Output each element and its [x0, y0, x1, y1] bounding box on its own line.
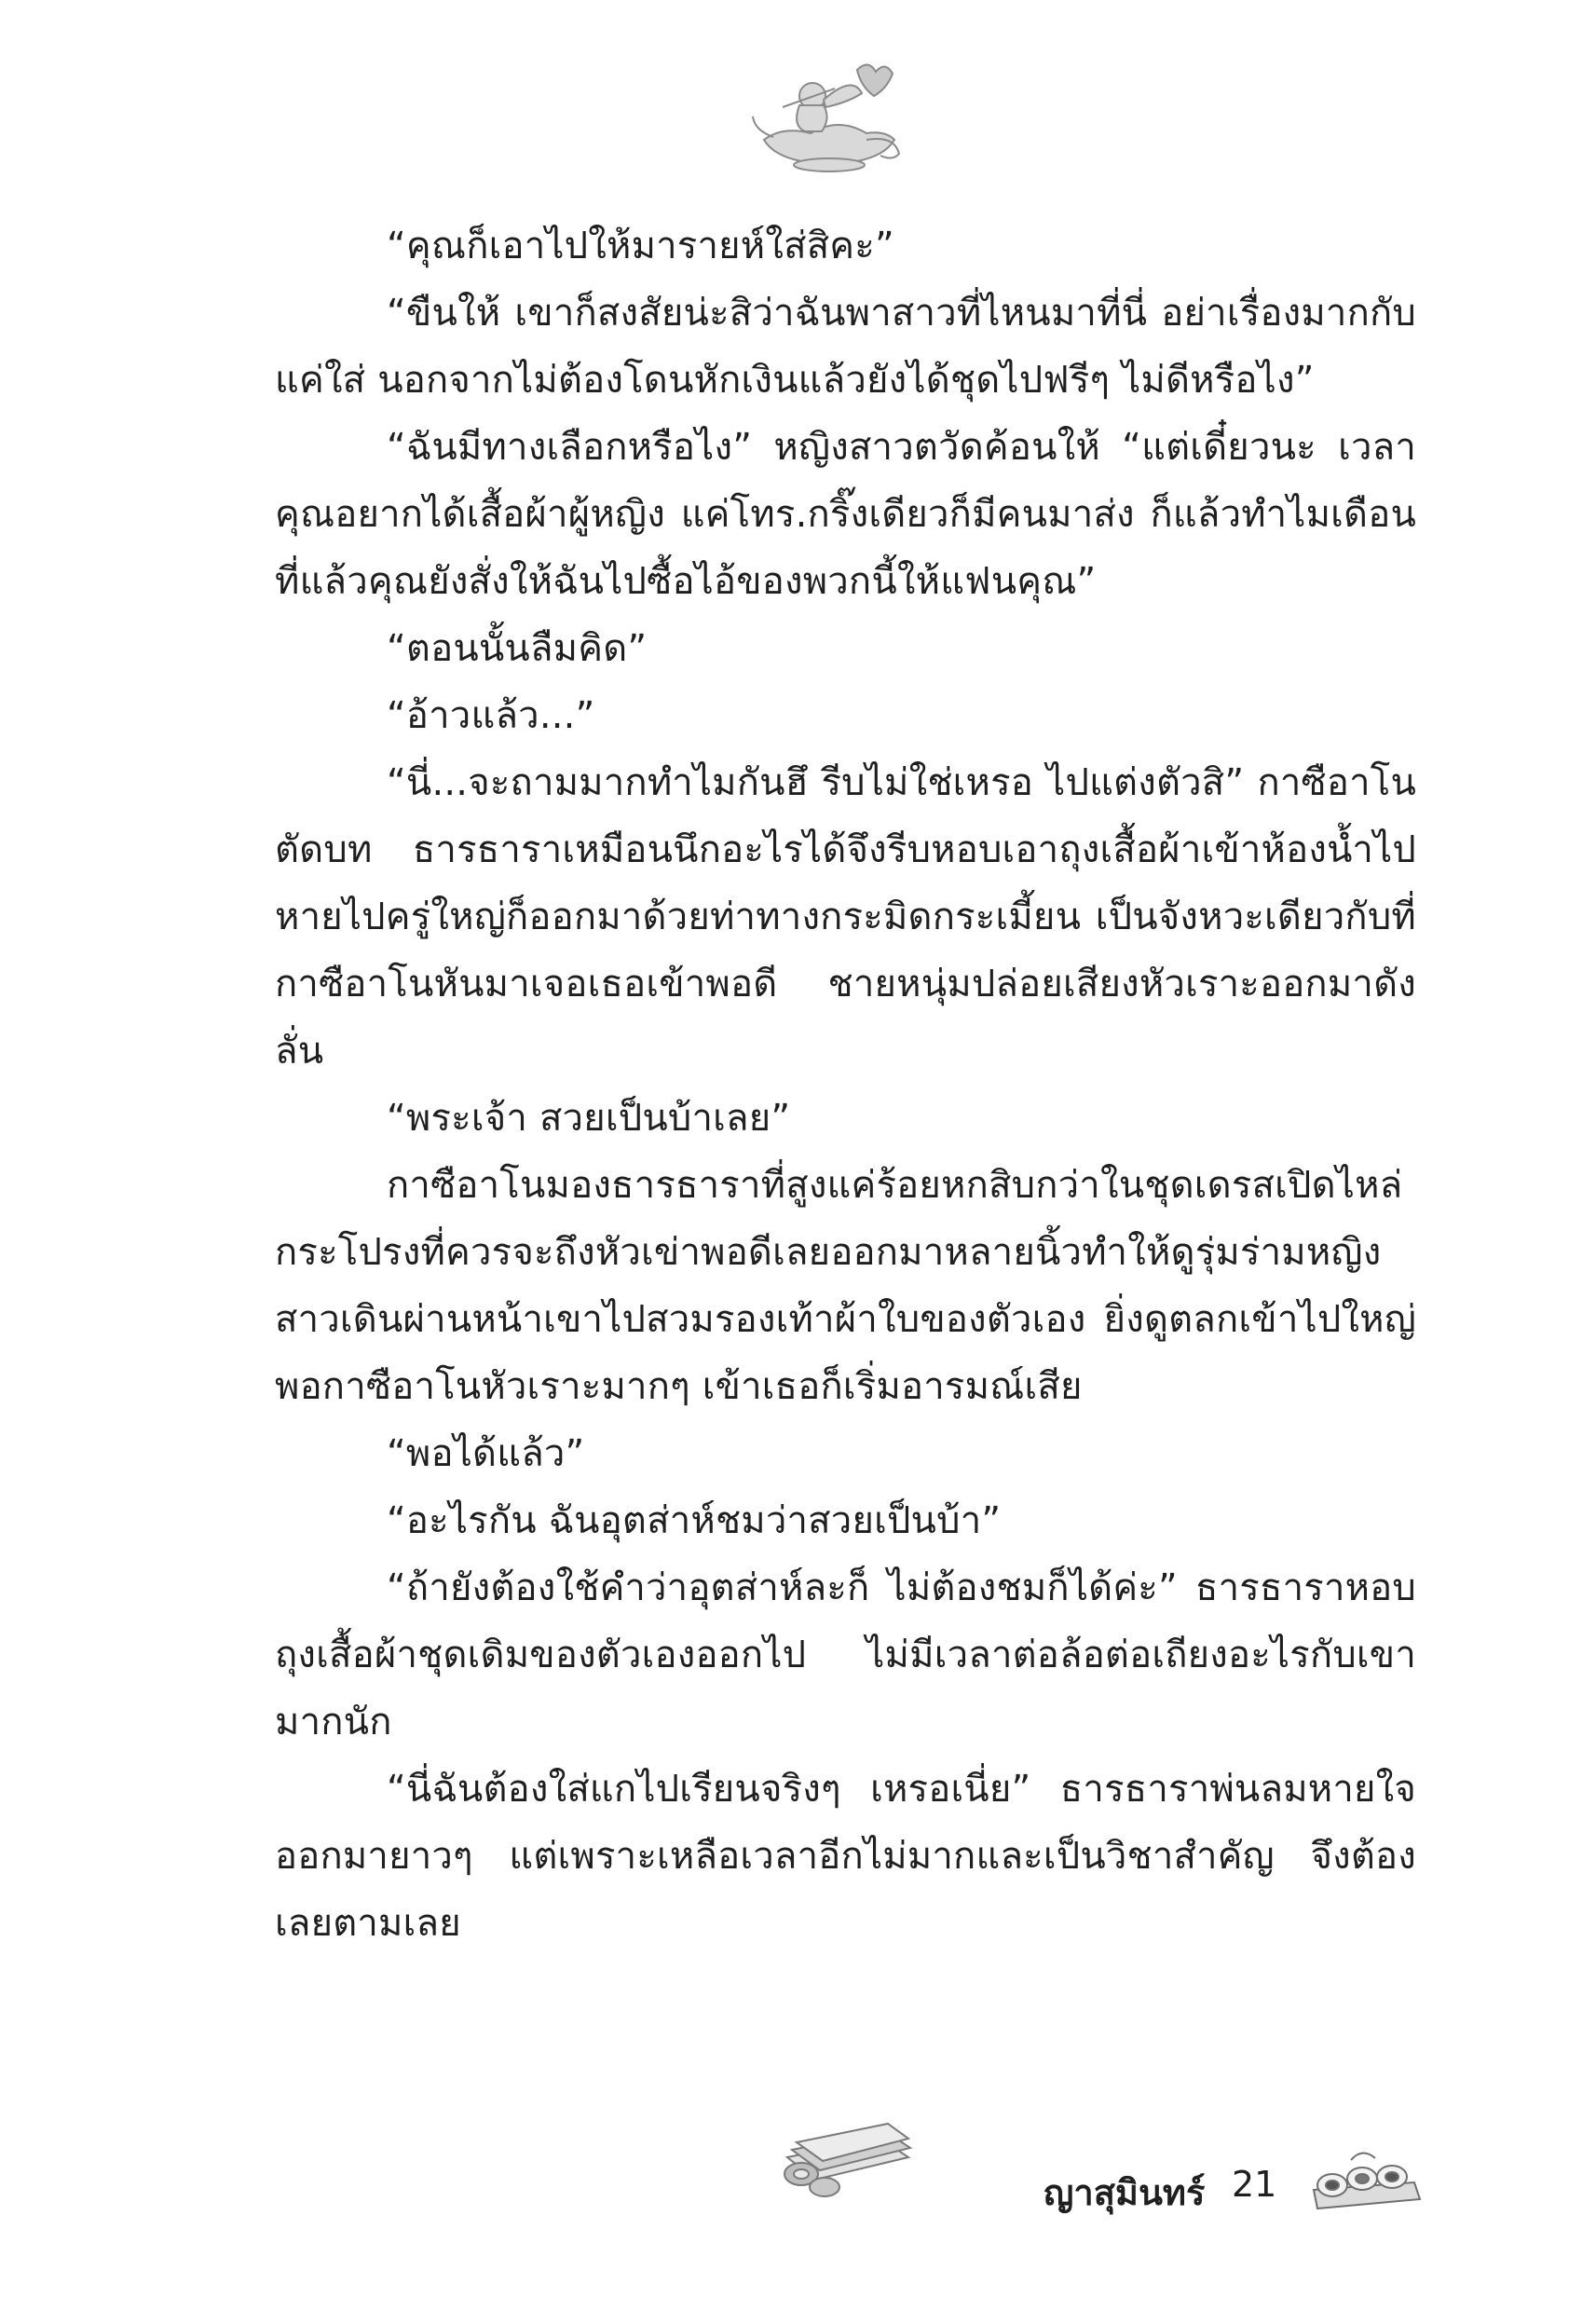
sushi-plate-icon — [1304, 2134, 1425, 2227]
paragraph-10: “อะไรกัน ฉันอุตส่าห์ชมว่าสวยเป็นบ้า” — [387, 1499, 1002, 1542]
paragraph-4: “ตอนนั้นลืมคิด” — [387, 627, 648, 670]
page-number: 21 — [1232, 2164, 1277, 2205]
paragraph-2: “ขืนให้ เขาก็สงสัยน่ะสิว่าฉันพาสาวที่ไหนมาที่นี่ อย่าเรื่องมากกับแค่ใส่ นอกจากไม่ต้องโดนหักเงินแล้วยังได้ชุดไปฟรีๆ ไม่ดีหรือไง” — [275, 292, 1416, 402]
paragraph-5: “อ้าวแล้ว...” — [387, 694, 595, 737]
money-bundle-icon — [769, 2101, 918, 2204]
paragraph-1: “คุณก็เอาไปให้มารายห์ใส่สิคะ” — [387, 225, 894, 267]
body-text — [275, 212, 1416, 1957]
paragraph-3: “ฉันมีทางเลือกหรือไง” หญิงสาวตวัดค้อนให้ “แต่เดี๋ยวนะ เวลาคุณอยากได้เสื้อผ้าผู้หญิง แค่โทร.กริ๊งเดียวก็มีคนมาส่ง ก็แล้วทำไมเดือนที่แล้วคุณยังสั่งให้ฉันไปซื้อไอ้ของพวกนี้ให้แฟนคุณ” — [275, 426, 1416, 603]
paragraph-12: “นี่ฉันต้องใส่แกไปเรียนจริงๆ เหรอเนี่ย” ธารธาราพ่นลมหายใจออกมายาวๆ แต่เพราะเหลือเวลาอีกไม่มากและเป็นวิชาสำคัญ จึงต้องเลยตามเลย — [275, 1768, 1416, 1945]
paragraph-6: “นี่...จะถามมากทำไมกันฮึ รีบไม่ใช่เหรอ ไปแต่งตัวสิ” กาซือาโนตัดบท ธารธาราเหมือนนึกอะไรได้จึงรีบหอบเอาถุงเสื้อผ้าเข้าห้องน้ำไป หายไปครู่ใหญ่ก็ออกมาด้วยท่าทางกระมิดกระเมี้ยน เป็นจังหวะเดียวกับที่กาซือาโนหันมาเจอเธอเข้าพอดี ชายหนุ่มปล่อยเสียงหัวเราะออกมาดังลั่น — [275, 761, 1416, 1073]
paragraph-8: กาซือาโนมองธารธาราที่สูงแค่ร้อยหกสิบกว่าในชุดเดรสเปิดไหล่กระโปรงที่ควรจะถึงหัวเข่าพอดีเลยออกมาหลายนิ้วทำให้ดูรุ่มร่ามหญิงสาวเดินผ่านหน้าเขาไปสวมรองเท้าผ้าใบของตัวเอง ยิ่งดูตลกเข้าไปใหญ่ พอกาซือาโนหัวเราะมากๆ เข้าเธอก็เริ่มอารมณ์เสีย — [275, 1164, 1416, 1408]
cupid-teapot-icon — [745, 51, 913, 182]
paragraph-7: “พระเจ้า สวยเป็นบ้าเลย” — [387, 1097, 791, 1140]
paragraph-9: “พอได้แล้ว” — [387, 1432, 585, 1475]
footer-author: ญาสุมินทร์ — [1044, 2172, 1206, 2213]
paragraph-11: “ถ้ายังต้องใช้คำว่าอุตส่าห์ละก็ ไม่ต้องชมก็ได้ค่ะ” ธารธาราหอบถุงเสื้อผ้าชุดเดิมของตัวเองออกไป ไม่มีเวลาต่อล้อต่อเถียงอะไรกับเขามากนัก — [275, 1566, 1416, 1744]
